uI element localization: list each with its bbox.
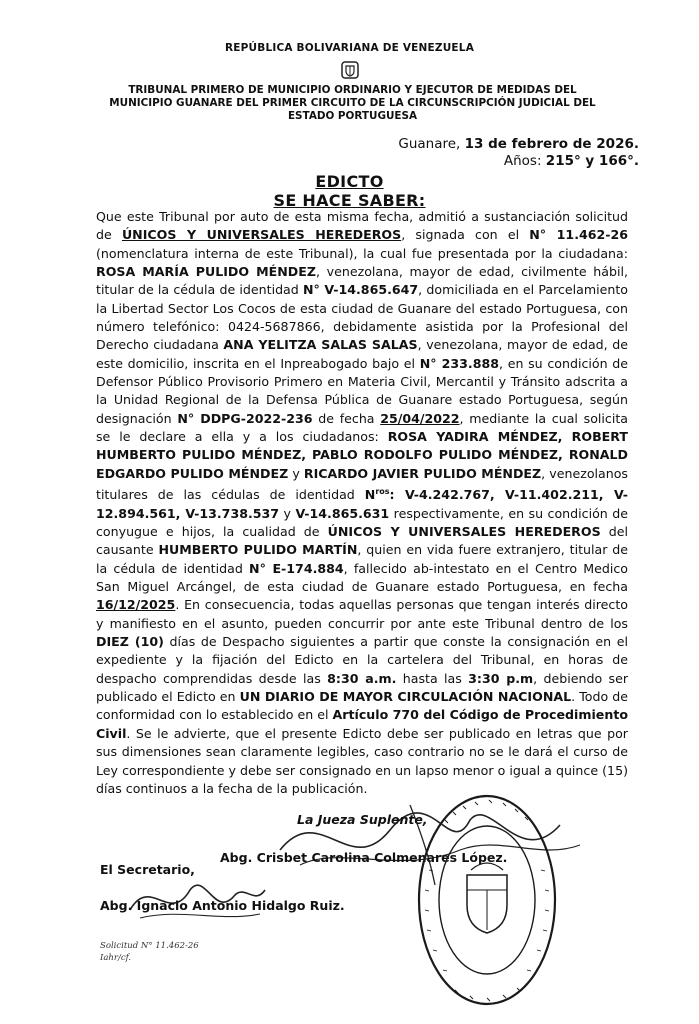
court-line-3: ESTADO PORTUGUESA xyxy=(287,110,418,122)
body-bold: : V-4.242.767, V-11.402.211, V-12.894.561, V-13.738.537 xyxy=(96,487,628,521)
body-superscript: ros xyxy=(375,487,390,497)
body-text: , debiendo ser publicado el Edicto en xyxy=(96,670,628,705)
body-text: , venezolana, mayor de edad, de este domicilio, inscrita en el Inpreabogado bajo el xyxy=(96,337,629,371)
reference-line-2: Iahr/cf. xyxy=(100,953,132,963)
body-bold: UN DIARIO DE MAYOR CIRCULACIÓN NACIONAL xyxy=(239,689,572,705)
years-value: 215° y 166°. xyxy=(545,153,639,169)
body-text: Que este Tribunal por auto de esta misma fecha, admitió a sustanciación solicitud de xyxy=(96,209,628,243)
body-text: , en su condición de Defensor Público Provisorio Primero en Materia Civil, Mercantil y Tránsito adscrita a la Unidad Regional de la Defensa Pública de Guanare estado Portuguesa, según designación xyxy=(96,355,628,426)
body-text: . Se le advierte, que el presente Edicto debe ser publicado en letras que por sus dimensiones sean claramente legibles, caso contrario no se le dará el curso de Ley correspondiente y debe ser consignado en un lapso menor o igual a quince (15) días continuos a la fecha de la publicación. xyxy=(96,725,628,796)
body-text: , fallecido ab-intestato en el Centro Medico San Miguel Arcángel, de esta ciudad de Guanare estado Portuguesa, en fecha xyxy=(96,560,628,595)
body-text: , quien en vida fuere extranjero, titular de la cédula de identidad xyxy=(96,542,628,576)
body-bold: ROSA YADIRA MÉNDEZ, ROBERT HUMBERTO PULIDO MÉNDEZ, PABLO RODOLFO PULIDO MÉNDEZ, RONALD EDGARDO PULIDO MÉNDEZ xyxy=(96,429,628,481)
date-place: Guanare, xyxy=(398,136,465,152)
body-bold: N° 233.888 xyxy=(419,355,499,371)
body-bold: ÚNICOS Y UNIVERSALES HEREDEROS xyxy=(121,227,402,243)
body-text: y xyxy=(279,505,296,521)
body-text: , mediante la cual solicita se le declare a ella y a los ciudadanos: xyxy=(96,410,628,445)
secretary-title: El Secretario, xyxy=(100,862,195,877)
court-line-2: MUNICIPIO GUANARE DEL PRIMER CIRCUITO DE LA CIRCUNSCRIPCIÓN JUDICIAL DEL xyxy=(109,97,596,109)
body-text: del causante xyxy=(96,524,628,558)
court-line-1: TRIBUNAL PRIMERO DE MUNICIPIO ORDINARIO Y EJECUTOR DE MEDIDAS DEL xyxy=(128,84,577,96)
body-text: hasta las xyxy=(396,670,469,686)
body-bold: V-14.865.631 xyxy=(295,505,390,521)
body-bold: HUMBERTO PULIDO MARTÍN xyxy=(158,542,358,558)
judge-title: La Jueza Suplente, xyxy=(297,812,428,827)
court-stamp-icon xyxy=(415,790,560,1010)
date-value: 13 de febrero de 2026. xyxy=(464,136,639,152)
document-date xyxy=(398,136,639,170)
body-text: . En consecuencia, todas aquellas personas que tengan interés directo y manifiesto en el asunto, pueden concurrir por ante este Tribunal dentro de los xyxy=(96,597,628,631)
edict-body xyxy=(96,208,628,798)
body-bold: 8:30 a.m. xyxy=(327,670,397,686)
country-header: REPÚBLICA BOLIVARIANA DE VENEZUELA xyxy=(224,42,475,54)
body-text: respectivamente, en su condición de conyugue e hijos, la cualidad de xyxy=(96,505,628,540)
body-text: , signada con el xyxy=(401,227,530,243)
body-bold: RICARDO JAVIER PULIDO MÉNDEZ xyxy=(303,465,542,481)
body-bold: N° DDPG-2022-236 xyxy=(177,410,313,426)
body-bold: 3:30 p.m xyxy=(468,670,534,686)
secretary-name: Abg. Ignacio Antonio Hidalgo Ruiz. xyxy=(100,898,345,913)
body-text: y xyxy=(288,465,304,481)
body-text: . Todo de conformidad con lo establecido en el xyxy=(96,689,628,723)
document-title xyxy=(0,172,699,210)
judge-name: Abg. Crisbet Carolina Colmenares López. xyxy=(220,850,508,865)
body-bold: ÚNICOS Y UNIVERSALES HEREDEROS xyxy=(327,524,601,540)
body-bold: N° E-174.884 xyxy=(249,560,344,576)
court-header xyxy=(80,84,625,123)
body-text: de fecha xyxy=(312,410,381,426)
title-edicto: EDICTO xyxy=(315,172,384,191)
body-bold: ROSA MARÍA PULIDO MÉNDEZ xyxy=(96,264,316,280)
body-bold: N xyxy=(364,487,376,503)
body-text: , venezolanos titulares de las cédulas de identidad xyxy=(96,465,628,503)
body-bold: N° 11.462-26 xyxy=(529,227,629,243)
body-bold: ANA YELITZA SALAS SALAS xyxy=(223,337,418,353)
body-text: , venezolana, mayor de edad, civilmente hábil, titular de la cédula de identidad xyxy=(96,264,628,298)
reference-line-1: Solicitud N° 11.462-26 xyxy=(100,941,199,951)
body-text: (nomenclatura interna de este Tribunal), la cual fue presentada por la ciudadana: xyxy=(96,245,628,261)
body-bold: DIEZ (10) xyxy=(96,634,164,650)
years-label: Años: xyxy=(503,153,546,169)
body-bold: 16/12/2025 xyxy=(96,597,176,613)
title-se-hace-saber: SE HACE SABER: xyxy=(273,191,426,210)
body-bold: N° V-14.865.647 xyxy=(303,282,419,298)
coat-of-arms-icon xyxy=(340,60,360,80)
body-bold: Artículo 770 del Código de Procedimiento Civil xyxy=(96,707,628,741)
body-bold: 25/04/2022 xyxy=(380,410,460,426)
case-reference xyxy=(100,940,199,964)
body-text: , domiciliada en el Parcelamiento la Libertad Sector Los Cocos de esta ciudad de Guanare del estado Portuguesa, con número telefónico: 0424-5687866, debidamente asistida por la Profesional del Derecho ciudadana xyxy=(96,282,629,353)
body-text: días de Despacho siguientes a partir que conste la consignación en el expediente y la fijación del Edicto en la cartelera del Tribunal, en horas de despacho comprendidas desde las xyxy=(96,634,628,686)
